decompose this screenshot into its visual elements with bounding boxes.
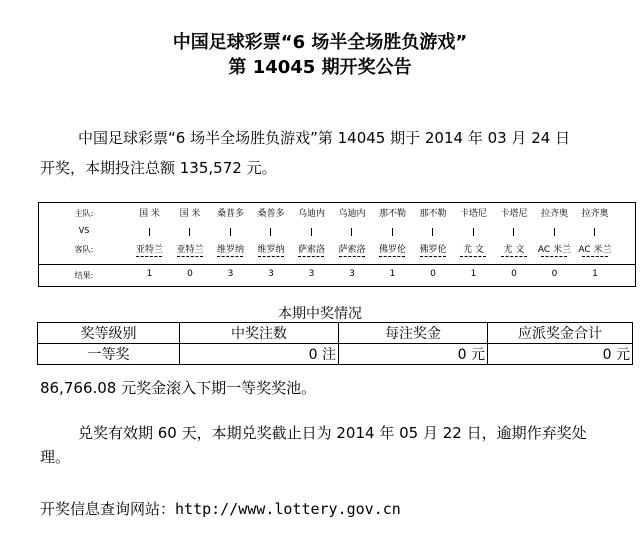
match-result: 0 [511, 269, 517, 279]
match-home-team: 国 米 [179, 209, 201, 219]
rollover-note: 86,766.08 元奖金滚入下期一等奖奖池。 [40, 379, 317, 397]
match-result: 0 [430, 269, 436, 279]
match-result: 1 [389, 269, 396, 279]
vs-marker [513, 228, 514, 236]
match-away-team: 尤 文 [503, 245, 525, 255]
website-label: 开奖信息查询网站： [40, 500, 176, 518]
header-prize-per-bet: 每注奖金 [339, 323, 488, 344]
match-away-team: 亚特兰 [176, 245, 204, 255]
vs-marker [392, 228, 393, 236]
team-underline [339, 256, 365, 257]
match-away-team: 萨索洛 [297, 245, 325, 255]
match-home-team: 桑普多 [257, 209, 285, 219]
vs-marker [230, 228, 231, 236]
intro-line-1: 中国足球彩票“6 场半全场胜负游戏”第 14045 期于 2014 年 03 月 24 日 [78, 129, 571, 147]
winning-count: 0 注 [180, 344, 339, 365]
header-total-prize: 应派奖金合计 [488, 323, 633, 344]
team-underline [460, 256, 486, 257]
team-underline [177, 256, 203, 257]
team-underline [582, 256, 608, 257]
match-away-team: 萨索洛 [338, 245, 366, 255]
total-prize: 0 元 [488, 344, 633, 365]
website-link[interactable]: http://www.lottery.gov.cn [175, 500, 401, 518]
title-line-2: 第 14045 期开奖公告 [228, 57, 412, 78]
team-underline [298, 256, 324, 257]
match-result: 3 [227, 269, 234, 279]
match-home-team: 那不勒 [419, 209, 447, 219]
vs-marker [149, 228, 150, 236]
match-result: 3 [268, 269, 274, 279]
prize-per-bet: 0 元 [339, 344, 488, 365]
match-result: 1 [470, 269, 477, 279]
vs-marker [432, 228, 433, 236]
header-prize-level: 奖等级别 [38, 323, 180, 344]
match-home-team: 卡塔尼 [500, 209, 528, 219]
match-away-team: 维罗纳 [216, 245, 244, 255]
match-home-team: 拉齐奥 [581, 209, 609, 219]
prize-table [37, 322, 633, 365]
home-row-label: 主队: [74, 209, 94, 218]
team-underline [258, 256, 284, 257]
vs-marker [311, 228, 312, 236]
match-home-team: 乌迪内 [297, 209, 325, 219]
match-result: 0 [187, 269, 193, 279]
validity-line-2: 理。 [40, 448, 71, 466]
match-away-team: 佛罗伦 [378, 245, 406, 255]
match-result: 3 [308, 269, 315, 279]
match-away-team: 亚特兰 [135, 245, 163, 255]
match-home-team: 桑普多 [216, 209, 244, 219]
vs-marker [270, 228, 271, 236]
title-line-1: 中国足球彩票“6 场半全场胜负游戏” [172, 32, 468, 53]
prize-level: 一等奖 [38, 344, 180, 365]
team-underline [541, 256, 567, 257]
vs-marker [594, 228, 595, 236]
team-underline [420, 256, 446, 257]
match-table [38, 202, 636, 287]
match-away-team: 维罗纳 [257, 245, 285, 255]
match-home-team: 国 米 [139, 209, 160, 219]
match-result: 1 [592, 269, 598, 279]
team-underline [501, 256, 527, 257]
team-underline [217, 256, 243, 257]
result-row-label: 结果: [74, 271, 94, 280]
vs-row-label: VS [78, 226, 90, 235]
match-away-team: 佛罗伦 [419, 245, 447, 255]
match-result: 1 [146, 269, 153, 279]
vs-marker [351, 228, 352, 236]
website-line [40, 498, 401, 519]
prize-heading: 本期中奖情况 [278, 306, 362, 322]
match-home-team: 乌迪内 [338, 209, 366, 219]
match-away-team: 尤 文 [463, 245, 484, 255]
header-winning-count: 中奖注数 [180, 323, 339, 344]
match-table-divider [39, 264, 635, 265]
match-away-team: AC 米兰 [578, 245, 612, 255]
vs-marker [189, 228, 190, 236]
validity-line-1: 兑奖有效期 60 天，本期兑奖截止日为 2014 年 05 月 22 日，逾期作弃奖处 [78, 424, 587, 442]
vs-marker [473, 228, 474, 236]
prize-row [38, 344, 633, 365]
vs-marker [554, 228, 555, 236]
match-home-team: 卡塔尼 [459, 209, 487, 219]
match-result: 3 [349, 269, 355, 279]
intro-line-2: 开奖，本期投注总额 135,572 元。 [40, 159, 277, 177]
match-home-team: 那不勒 [378, 209, 406, 219]
match-result: 0 [551, 269, 558, 279]
team-underline [136, 256, 162, 257]
team-underline [379, 256, 405, 257]
away-row-label: 客队: [74, 245, 94, 254]
match-away-team: AC 米兰 [537, 245, 572, 255]
prize-header-row [38, 323, 633, 344]
match-home-team: 拉齐奥 [540, 209, 568, 219]
